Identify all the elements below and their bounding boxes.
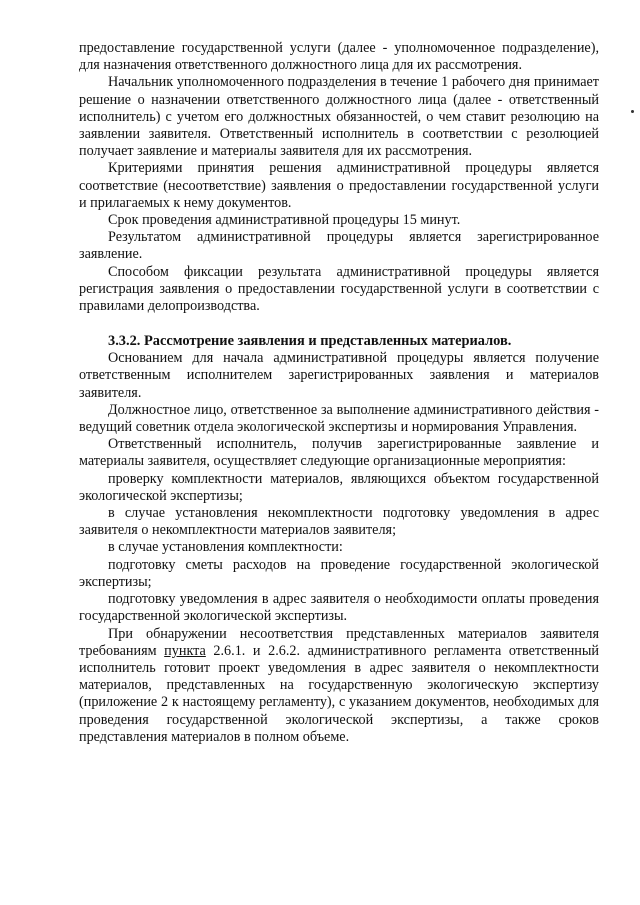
paragraph-activities: Ответственный исполнитель, получив зарегистрированные заявление и материалы заявителя, осуществляет следующие организационные мероприятия: [79,436,599,470]
paragraph-estimate: подготовку сметы расходов на проведение государственной экологической экспертизы; [79,556,599,590]
paragraph-incomplete: в случае установления некомплектности подготовку уведомления в адрес заявителя о некомплектности материалов заявителя; [79,505,599,539]
paragraph-result: Результатом административной процедуры является зарегистрированное заявление. [79,229,599,263]
section-heading: 3.3.2. Рассмотрение заявления и представленных материалов. [108,333,512,350]
mismatch-text-start: При обнаружении несоответствия представленных материалов заявителя требованиям [79,625,599,659]
paragraph-basis: Основанием для начала административной процедуры является получение ответственным исполнителем зарегистрированных заявления и материалов заявителя. [79,350,599,401]
clause-link[interactable]: пункта [164,642,206,659]
paragraph-official: Должностное лицо, ответственное за выполнение административного действия - ведущий советник отдела экологической экспертизы и нормирования Управления. [79,401,599,436]
document-body [79,40,599,746]
paragraph-head-decision: Начальник уполномоченного подразделения в течение 1 рабочего дня принимает решение о назначении ответственного должностного лица (далее - ответственный исполнитель) с учетом его должностных обязанностей, о чем ставит резолюцию на заявлении заявителя. Ответственный исполнитель в соответствии с резолюцией получает заявление и материалы заявителя для их рассмотрения. [79,74,599,160]
paragraph-fixation: Способом фиксации результата административной процедуры является регистрация заявления о предоставлении государственной услуги в соответствии с правилами делопроизводства. [79,263,599,315]
margin-mark [631,110,634,113]
paragraph-duration: Срок проведения административной процедуры 15 минут. [108,212,461,229]
paragraph-payment-notice: подготовку уведомления в адрес заявителя о необходимости оплаты проведения государственной экологической экспертизы. [79,591,599,625]
paragraph-complete: в случае установления комплектности: [108,539,343,556]
paragraph-mismatch [79,626,599,746]
paragraph-criteria: Критериями принятия решения административной процедуры является соответствие (несоответствие) заявления о предоставлении государственной услуги и прилагаемых к нему документов. [79,160,599,211]
mismatch-text-end: 2.6.1. и 2.6.2. административного регламента ответственный исполнитель готовит проект уведомления в адрес заявителя о некомплектности материалов, представленных на государственную экологическую экспертизу (приложение 2 к настоящему регламенту), с указанием документов, необходимых для проведения государственной экологической экспертизы, а также сроков представления материалов в полном объеме. [79,642,600,745]
paragraph-continuation: предоставление государственной услуги (далее - уполномоченное подразделение), для назначения ответственного должностного лица для их рассмотрения. [79,40,599,74]
paragraph-check-completeness: проверку комплектности материалов, являющихся объектом государственной экологической экспертизы; [79,470,599,504]
